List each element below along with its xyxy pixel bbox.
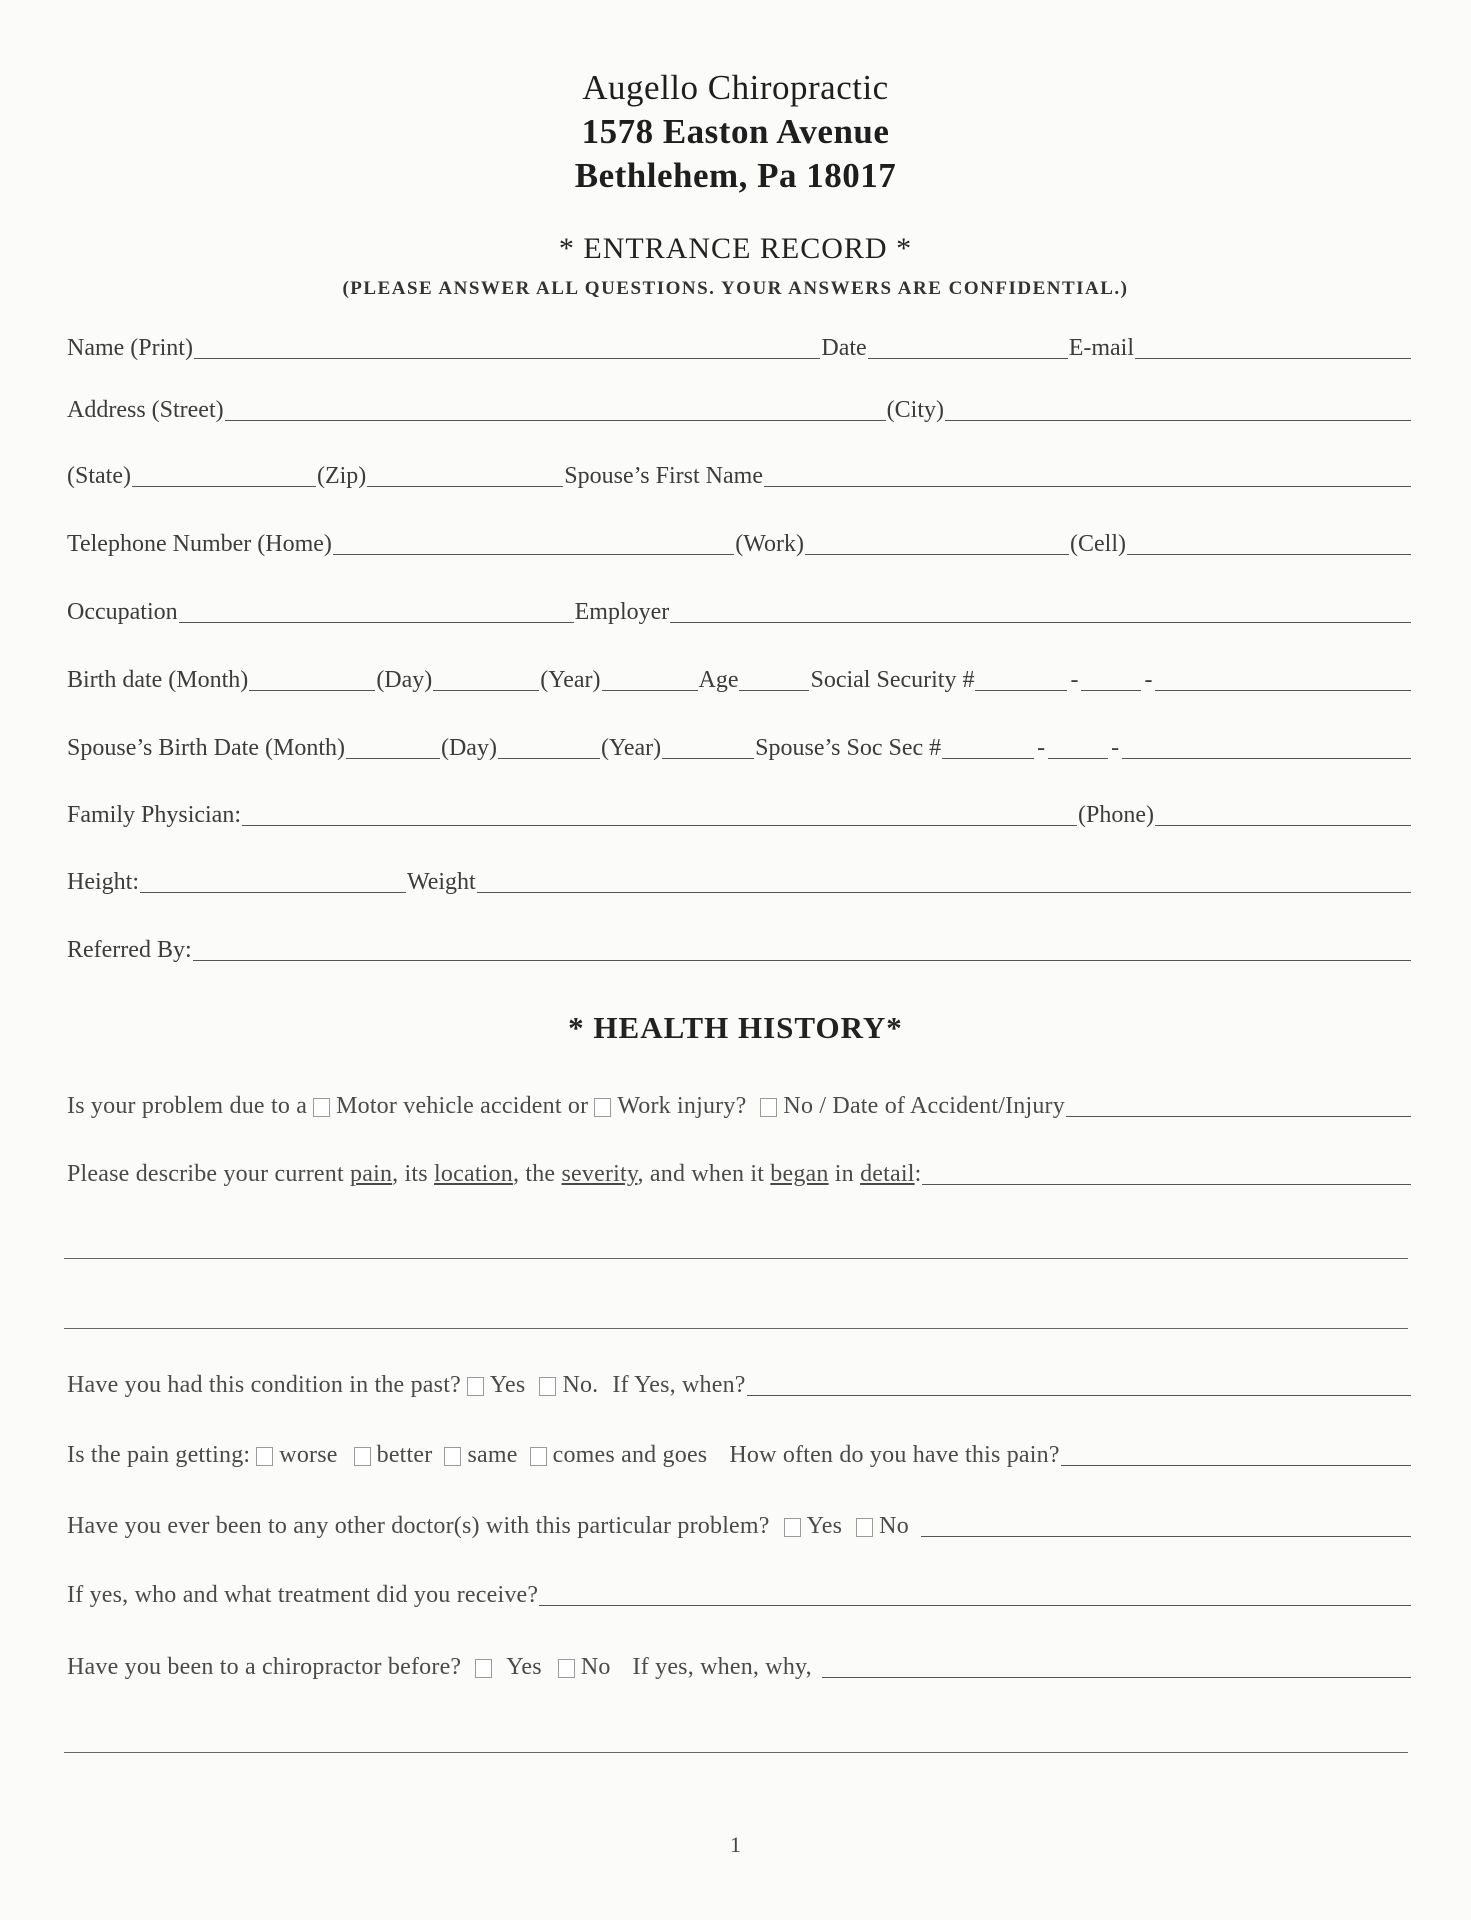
sp-ssn-field-1[interactable]: [942, 736, 1034, 759]
q1-text-a: Is your problem due to a: [67, 1093, 308, 1119]
tel-work-label: (Work): [735, 531, 805, 557]
weight-field[interactable]: [477, 870, 1411, 893]
sp-birth-year-label: (Year): [600, 735, 662, 761]
worse-checkbox[interactable]: [256, 1447, 273, 1466]
entrance-record-title: * ENTRANCE RECORD *: [558, 232, 913, 265]
worse-label: worse: [279, 1442, 338, 1468]
name-label: Name (Print): [67, 335, 193, 361]
occupation-label: Occupation: [67, 599, 178, 625]
past-when-field[interactable]: [747, 1373, 1411, 1396]
pain-description-line-3[interactable]: [64, 1328, 1408, 1329]
sp-ssn-label: Spouse’s Soc Sec #: [755, 735, 942, 761]
other-doctor-yes-checkbox[interactable]: [784, 1518, 801, 1537]
confidential-notice: (PLEASE ANSWER ALL QUESTIONS. YOUR ANSWERS ARE CONFIDENTIAL.): [342, 278, 1129, 299]
q-problem-cause: [67, 1092, 1412, 1120]
spouse-first-field[interactable]: [764, 464, 1411, 487]
pain-description-field[interactable]: [922, 1162, 1411, 1185]
row-referred: [67, 936, 1412, 964]
date-field[interactable]: [868, 336, 1068, 359]
chiro-yes-checkbox[interactable]: [475, 1659, 492, 1678]
physician-label: Family Physician:: [67, 802, 241, 828]
q-treatment-received: [67, 1581, 1412, 1609]
past-yes-checkbox[interactable]: [467, 1377, 484, 1396]
past-no-checkbox[interactable]: [539, 1377, 556, 1396]
q1-text-b: Motor vehicle accident or: [336, 1093, 589, 1119]
comes-goes-label: comes and goes: [552, 1442, 708, 1468]
sp-ssn-dash-1: -: [1037, 735, 1046, 761]
clinic-header: [0, 66, 1471, 198]
birth-year-field[interactable]: [602, 668, 698, 691]
physician-field[interactable]: [242, 803, 1077, 826]
sp-birth-month-label: Spouse’s Birth Date (Month): [67, 735, 345, 761]
height-field[interactable]: [140, 870, 406, 893]
referred-field[interactable]: [193, 938, 1411, 961]
employer-label: Employer: [574, 599, 670, 625]
pain-frequency-field[interactable]: [1061, 1443, 1411, 1466]
age-field[interactable]: [739, 668, 809, 691]
no-injury-checkbox[interactable]: [760, 1098, 777, 1117]
row-height: [67, 868, 1412, 896]
q4-text-a: Is the pain getting:: [67, 1442, 251, 1468]
height-label: Height:: [67, 869, 139, 895]
q-pain-trend: [67, 1441, 1412, 1469]
row-occupation: [67, 598, 1412, 626]
row-spouse-birth: [67, 734, 1412, 762]
q3-text-b: If Yes, when?: [612, 1372, 746, 1398]
q7-no-label: No: [580, 1654, 611, 1680]
spouse-first-label: Spouse’s First Name: [564, 463, 763, 489]
ssn-dash-2: -: [1144, 667, 1153, 693]
treatment-field[interactable]: [539, 1583, 1411, 1606]
work-injury-checkbox[interactable]: [594, 1098, 611, 1117]
zip-label: (Zip): [316, 463, 367, 489]
employer-field[interactable]: [670, 600, 1411, 623]
row-birth-date: [67, 666, 1412, 694]
q7-yes-label: Yes: [506, 1654, 542, 1680]
chiro-no-checkbox[interactable]: [558, 1659, 575, 1678]
tel-work-field[interactable]: [805, 532, 1069, 555]
q-other-doctors: [67, 1512, 1412, 1540]
q6-text-a: If yes, who and what treatment did you receive?: [67, 1582, 539, 1608]
clinic-city: Bethlehem, Pa 18017: [574, 156, 897, 195]
better-label: better: [376, 1442, 433, 1468]
health-history-title: * HEALTH HISTORY*: [568, 1010, 903, 1045]
ssn-field-1[interactable]: [975, 668, 1067, 691]
sp-ssn-field-2[interactable]: [1048, 736, 1108, 759]
zip-field[interactable]: [367, 464, 563, 487]
city-label: (City): [886, 397, 944, 423]
email-field[interactable]: [1135, 336, 1411, 359]
q2-text: Please describe your current pain, its location, the severity, and when it began in detail:: [67, 1161, 922, 1187]
row-physician: [67, 801, 1412, 829]
comes-goes-checkbox[interactable]: [530, 1447, 547, 1466]
row-address: [67, 396, 1412, 424]
birth-day-field[interactable]: [433, 668, 539, 691]
q5-yes-label: Yes: [806, 1513, 843, 1539]
page-number: 1: [730, 1832, 741, 1857]
sp-birth-day-label: (Day): [440, 735, 497, 761]
q3-text-a: Have you had this condition in the past?: [67, 1372, 461, 1398]
age-label: Age: [698, 667, 739, 693]
q5-no-label: No: [879, 1513, 909, 1539]
phone-label: (Phone): [1078, 802, 1154, 828]
q4-text-b: How often do you have this pain?: [729, 1442, 1060, 1468]
tel-cell-field[interactable]: [1127, 532, 1411, 555]
ssn-dash-1: -: [1070, 667, 1079, 693]
clinic-street: 1578 Easton Avenue: [581, 112, 890, 151]
row-name: [67, 334, 1412, 362]
city-field[interactable]: [945, 398, 1411, 421]
street-label: Address (Street): [67, 397, 224, 423]
q5-text-a: Have you ever been to any other doctor(s) with this particular problem?: [67, 1513, 770, 1539]
tel-home-label: Telephone Number (Home): [67, 531, 332, 557]
row-telephone: [67, 530, 1412, 558]
tel-home-field[interactable]: [333, 532, 734, 555]
email-label: E-mail: [1068, 335, 1134, 361]
q7-text-a: Have you been to a chiropractor before?: [67, 1654, 462, 1680]
birth-month-label: Birth date (Month): [67, 667, 249, 693]
sp-birth-year-field[interactable]: [662, 736, 754, 759]
clinic-name: Augello Chiropractic: [582, 68, 889, 107]
state-label: (State): [67, 463, 131, 489]
state-field[interactable]: [132, 464, 316, 487]
same-label: same: [467, 1442, 518, 1468]
q-chiropractor-before: [67, 1653, 1412, 1681]
other-doctor-field[interactable]: [921, 1514, 1411, 1537]
sp-birth-month-field[interactable]: [346, 736, 440, 759]
q7-text-b: If yes, when, why,: [632, 1654, 812, 1680]
occupation-field[interactable]: [179, 600, 574, 623]
phone-field[interactable]: [1155, 803, 1411, 826]
q-describe-pain: [67, 1160, 1412, 1188]
weight-label: Weight: [407, 869, 476, 895]
motor-vehicle-checkbox[interactable]: [313, 1098, 330, 1117]
sp-ssn-field-3[interactable]: [1122, 736, 1411, 759]
sp-ssn-dash-2: -: [1111, 735, 1120, 761]
name-field[interactable]: [194, 336, 820, 359]
other-doctor-no-checkbox[interactable]: [856, 1518, 873, 1537]
birth-day-label: (Day): [376, 667, 433, 693]
q1-text-d: No / Date of Accident/Injury: [783, 1093, 1065, 1119]
birth-year-label: (Year): [540, 667, 601, 693]
q3-no-label: No.: [562, 1372, 599, 1398]
date-label: Date: [821, 335, 867, 361]
referred-label: Referred By:: [67, 937, 192, 963]
ssn-field-2[interactable]: [1081, 668, 1141, 691]
better-checkbox[interactable]: [354, 1447, 371, 1466]
chiro-when-why-field[interactable]: [822, 1655, 1411, 1678]
accident-date-field[interactable]: [1066, 1094, 1411, 1117]
birth-month-field[interactable]: [249, 668, 375, 691]
ssn-label: Social Security #: [810, 667, 975, 693]
q-condition-past: [67, 1371, 1412, 1399]
ssn-field-3[interactable]: [1155, 668, 1411, 691]
q1-text-c: Work injury?: [617, 1093, 747, 1119]
sp-birth-day-field[interactable]: [498, 736, 600, 759]
street-field[interactable]: [225, 398, 886, 421]
q3-yes-label: Yes: [489, 1372, 526, 1398]
pain-description-line-2[interactable]: [64, 1258, 1408, 1259]
chiro-when-why-line-2[interactable]: [64, 1752, 1408, 1753]
row-state: [67, 462, 1412, 490]
tel-cell-label: (Cell): [1070, 531, 1126, 557]
same-checkbox[interactable]: [444, 1447, 461, 1466]
